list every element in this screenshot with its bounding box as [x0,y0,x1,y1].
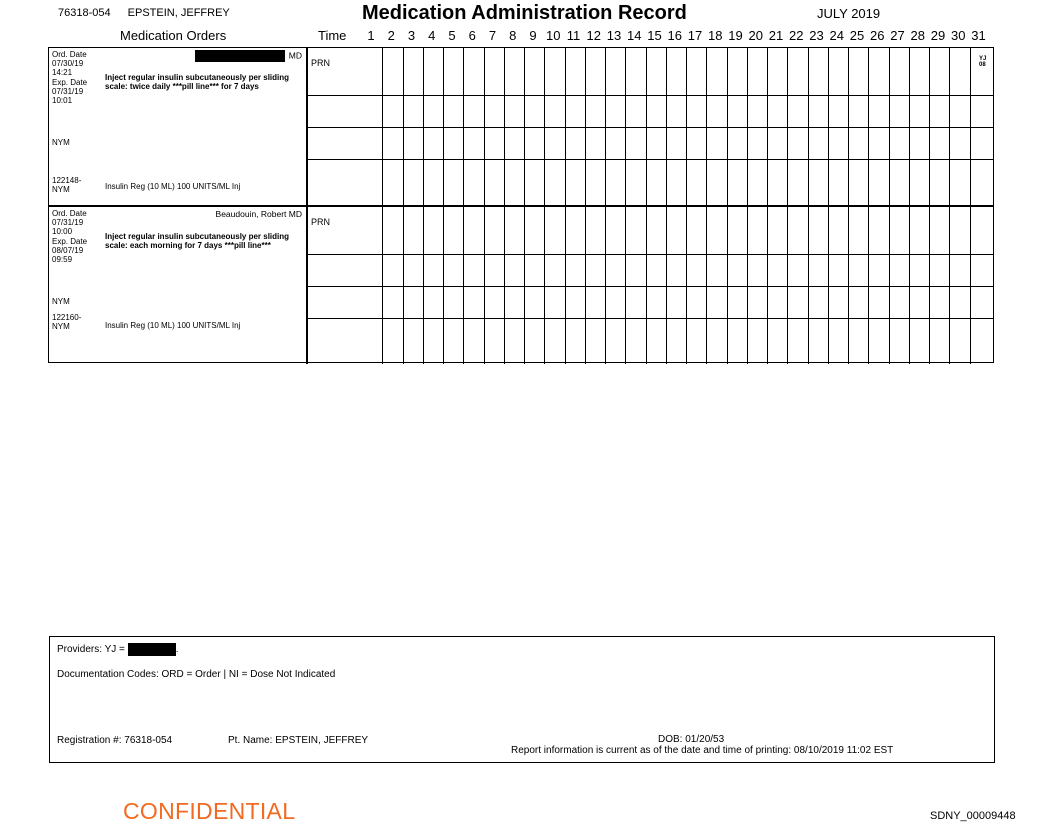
footer-dob: DOB: 01/20/53 [658,734,725,745]
providers-line [57,643,178,656]
page-title: Medication Administration Record [362,2,687,24]
header-patient-name: EPSTEIN, JEFFREY [127,7,230,19]
order-block-1 [49,48,993,205]
day-number: 26 [870,28,885,43]
day-number: 8 [509,28,517,43]
grid-row-line [307,286,993,287]
redaction-bar [195,50,285,62]
ord-time: 14:21 [52,68,73,77]
day-number: 13 [606,28,622,43]
drug-name: Insulin Reg (10 ML) 100 UNITS/ML Inj [105,321,241,330]
confidential-stamp: CONFIDENTIAL [123,798,296,824]
order-block-2 [49,205,993,364]
documentation-codes: Documentation Codes: ORD = Order | NI = Dose Not Indicated [57,669,336,680]
providers-suffix: . [175,644,179,656]
exp-date: 07/31/19 [52,87,84,96]
grid-row-line [307,127,993,128]
day-number: 12 [586,28,601,43]
day-number: 23 [809,28,824,43]
drug-name: Insulin Reg (10 ML) 100 UNITS/ML Inj [105,182,241,191]
ord-date-label: Ord. Date [52,50,87,59]
day-number: 21 [768,28,784,43]
location: NYM [52,138,70,147]
day-number: 25 [849,28,865,43]
day-number: 17 [687,28,703,43]
redaction-bar [128,643,176,656]
day-number: 19 [728,28,743,43]
day-number: 28 [910,28,925,43]
footer-patient-name: Pt. Name: EPSTEIN, JEFFREY [228,735,369,746]
record-month: JULY 2019 [817,6,881,21]
frequency-prn: PRN [311,58,331,68]
administration-initials: YJ 08 [979,56,987,68]
time-heading: Time [318,28,347,43]
prescriber-name: Beaudouin, Robert MD [215,209,302,219]
grid-row-line [307,159,993,160]
day-number: 24 [829,28,844,43]
rx-number: 122148- [52,176,82,185]
day-number: 16 [667,28,682,43]
day-number: 27 [890,28,905,43]
bates-number: SDNY_00009448 [930,810,1016,822]
ord-time: 10:00 [52,227,73,236]
ord-date-label: Ord. Date [52,209,87,218]
exp-date-label: Exp. Date [52,78,88,87]
header-patient [58,7,244,19]
header-registration: 76318-054 [58,7,111,19]
order-instructions: Inject regular insulin subcutaneously per sliding scale: twice daily ***pill line*** for 7 days [105,73,290,91]
day-number: 22 [789,28,804,43]
exp-date-label: Exp. Date [52,237,88,246]
rx-number: 122160- [52,313,82,322]
order-meta-1 [49,48,307,205]
providers-prefix: Providers: YJ = [57,644,125,656]
grid-row-line [307,254,993,255]
report-info: Report information is current as of the date and time of printing: 08/10/2019 11:02 EST [511,745,894,756]
day-number: 18 [708,28,723,43]
day-number: 5 [448,28,456,43]
rx-location: NYM [52,185,70,194]
day-number: 31 [971,28,986,43]
grid-row-line [307,318,993,319]
day-number: 2 [387,28,395,43]
rx-location: NYM [52,322,70,331]
day-number: 7 [488,28,497,43]
day-number: 10 [546,28,561,43]
exp-date: 08/07/19 [52,246,84,255]
day-number: 9 [529,28,537,43]
mar-grid [48,47,994,363]
day-number: 3 [407,28,416,43]
grid-row-line [307,95,993,96]
day-number: 14 [627,28,642,43]
day-number: 20 [748,28,763,43]
day-number: 29 [930,28,946,43]
day-number: 15 [647,28,662,43]
footer-box [49,636,995,763]
order-instructions: Inject regular insulin subcutaneously per sliding scale: each morning for 7 days ***pill line*** [105,232,290,250]
ord-date: 07/30/19 [52,59,84,68]
day-number: 30 [951,28,966,43]
footer-registration: Registration #: 76318-054 [57,735,173,746]
day-number: 11 [566,28,581,43]
medication-orders-heading: Medication Orders [120,28,227,43]
exp-time: 10:01 [52,96,73,105]
day-number: 6 [468,28,476,43]
prescriber-name: MD [288,50,302,61]
ord-date: 07/31/19 [52,218,84,227]
day-number: 1 [367,28,375,43]
prescriber [195,50,302,62]
order-meta-2 [49,207,307,364]
exp-time: 09:59 [52,255,73,264]
frequency-prn: PRN [311,217,331,227]
location: NYM [52,297,70,306]
day-number: 4 [428,28,436,43]
